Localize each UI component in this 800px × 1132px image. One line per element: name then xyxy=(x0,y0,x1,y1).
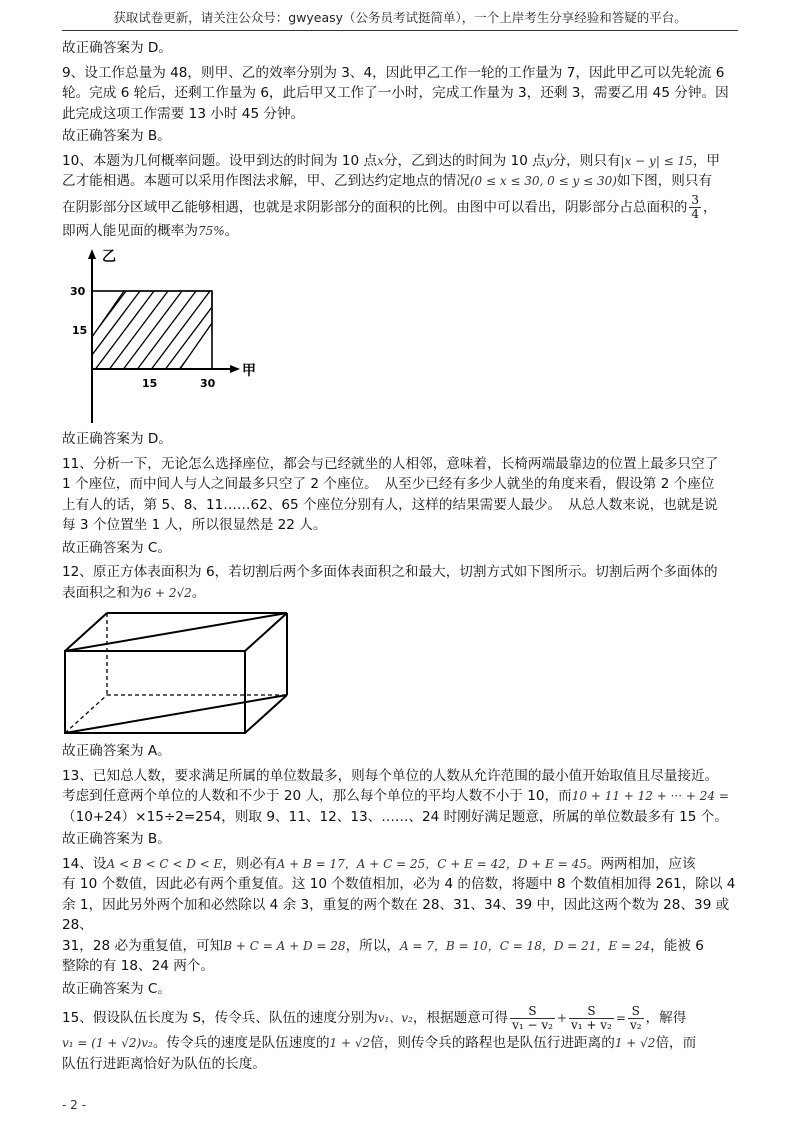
x-tick-label: 15 xyxy=(142,377,158,390)
answer-line: 故正确答案为 D。 xyxy=(62,431,172,447)
page-number: - 2 - xyxy=(62,1098,86,1112)
answer-line: 故正确答案为 A。 xyxy=(62,743,171,759)
q10-line-3: 在阴影部分区域甲乙能够相遇，也就是求阴影部分的面积的比例。由图中可以看出，阴影部分占总面积的 $\frac{3}{4}$ ， xyxy=(62,192,717,221)
q15-line-3: 队伍行进距离恰好为队伍的长度。 xyxy=(62,1055,266,1072)
fraction: $\frac{S}{\text{v₁ − v₂}}$ xyxy=(512,1003,553,1032)
q9-line-2: 轮。完成 6 轮后，还剩工作量为 6，此后甲又工作了一小时，完成工作量为 3，还剩 3，需要乙用 45 分钟。因 xyxy=(62,85,729,101)
q13-line-3: （10+24）×15÷2=254，则取 9、11、12、13、……、24 时刚好满足题意，所属的单位数最多有 15 个。 xyxy=(62,808,728,825)
answer-line: 故正确答案为 B。 xyxy=(62,128,171,144)
q15-line-2: v₁ = (1 + √2)v₂。传令兵的速度是队伍速度的1 + √2倍，则传令兵的路程也是队伍行进距离的1 + √2倍，而 xyxy=(62,1035,697,1051)
fraction: $\frac{S}{\text{v₁ + v₂}}$ xyxy=(571,1003,612,1032)
answer-line: 故正确答案为 B。 xyxy=(62,831,171,847)
q10-line-2: 乙才能相遇。本题可以采用作图法求解，甲、乙到达约定地点的情况(0 ≤ x ≤ 30, 0 ≤ y ≤ 30)如下图，则只有 xyxy=(62,173,713,189)
q11-line-1: 11、分析一下，无论怎么选择座位，都会与已经就坐的人相邻，意味着，长椅两端最靠边的位置上最多只空了 xyxy=(62,455,719,472)
q10-line-4: 即两人能见面的概率为75%。 xyxy=(62,222,239,239)
q15-line-1: 15、假设队伍长度为 S，传令兵、队伍的速度分别为v₁、v₂，根据题意可得 $\frac{S}{\text{v₁ − v₂}}$ + $\frac{S}{\text{v₁ + v₂}}$ = $\frac{S}{\text{v₂}}$ ，解得 xyxy=(62,1003,687,1032)
page-content xyxy=(62,38,738,1074)
page-header: 获取试卷更新，请关注公众号：gwyeasy（公务员考试挺简单），一个上岸考生分享经验和答疑的平台。 xyxy=(113,10,687,25)
q14-line-2: 有 10 个数值，因此必有两个重复值。这 10 个数值相加，必为 4 的倍数，将题中 8 个数值相加得 261，除以 4 xyxy=(62,876,736,892)
answer-line: 故正确答案为 D。 xyxy=(62,40,172,56)
q14-line-5: 整除的有 18、24 两个。 xyxy=(62,958,214,974)
q10-line-1: 10、本题为几何概率问题。设甲到达的时间为 10 点x分，乙到达的时间为 10 点y分，则只有|x − y| ≤ 15，甲 xyxy=(62,152,721,169)
x-tick-label: 30 xyxy=(200,377,216,390)
fraction: $\frac{3}{4}$ xyxy=(691,192,699,221)
y-tick-label: 15 xyxy=(72,324,88,337)
q14-line-3: 余 1，因此另外两个加和必然除以 4 余 3，重复的两个数在 28、31、34、39 中，因此这两个数为 28、39 或 28、 xyxy=(62,896,730,933)
answer-line: 故正确答案为 C。 xyxy=(62,980,171,997)
q9-line-3: 此完成这项工作需要 13 小时 45 分钟。 xyxy=(62,105,305,122)
answer-line: 故正确答案为 C。 xyxy=(62,539,171,556)
header-rule xyxy=(62,30,738,31)
y-tick-label: 30 xyxy=(70,285,86,298)
q13-line-2: 考虑到任意两个单位的人数和不少于 20 人，那么每个单位的平均人数不小于 10，而10 + 11 + 12 + ··· + 24 = xyxy=(62,788,729,804)
q11-line-4: 每 3 个位置坐 1 人，所以很显然是 22 人。 xyxy=(62,517,327,533)
x-axis-label: 甲 xyxy=(242,363,256,379)
y-axis-label: 乙 xyxy=(102,249,116,265)
q13-line-1: 13、已知总人数，要求满足所属的单位数最多，则每个单位的人数从允许范围的最小值开始取值且尽量接近。 xyxy=(62,767,719,784)
fraction: $\frac{S}{\text{v₂}}$ xyxy=(629,1003,642,1032)
cube-cut-figure xyxy=(62,609,312,737)
q14-line-1: 14、设A < B < C < D < E，则必有A + B = 17，A + C = 25，C + E = 42，D + E = 45。两两相加，应该 xyxy=(62,855,696,872)
q12-line-2: 表面积之和为6 + 2√2。 xyxy=(62,584,206,601)
probability-region-figure xyxy=(62,247,272,425)
q14-line-4: 31，28 必为重复值，可知B + C = A + D = 28，所以，A = 7，B = 10，C = 18，D = 21，E = 24，能被 6 xyxy=(62,937,704,954)
q9-line-1: 9、设工作总量为 48，则甲、乙的效率分别为 3、4，因此甲乙工作一轮的工作量为 7，因此甲乙可以先轮流 6 xyxy=(62,64,725,81)
q11-line-2: 1 个座位，而中间人与人之间最多只空了 2 个座位。 从至少已经有多少人就坐的角度来看，假设第 2 个座位 xyxy=(62,476,715,492)
q11-line-3: 上有人的话，第 5、8、11……62、65 个座位分别有人，这样的结果需要人最少。 从总人数来说，也就是说 xyxy=(62,496,718,513)
q12-line-1: 12、原正方体表面积为 6，若切割后两个多面体表面积之和最大，切割方式如下图所示。切割后两个多面体的 xyxy=(62,564,718,580)
